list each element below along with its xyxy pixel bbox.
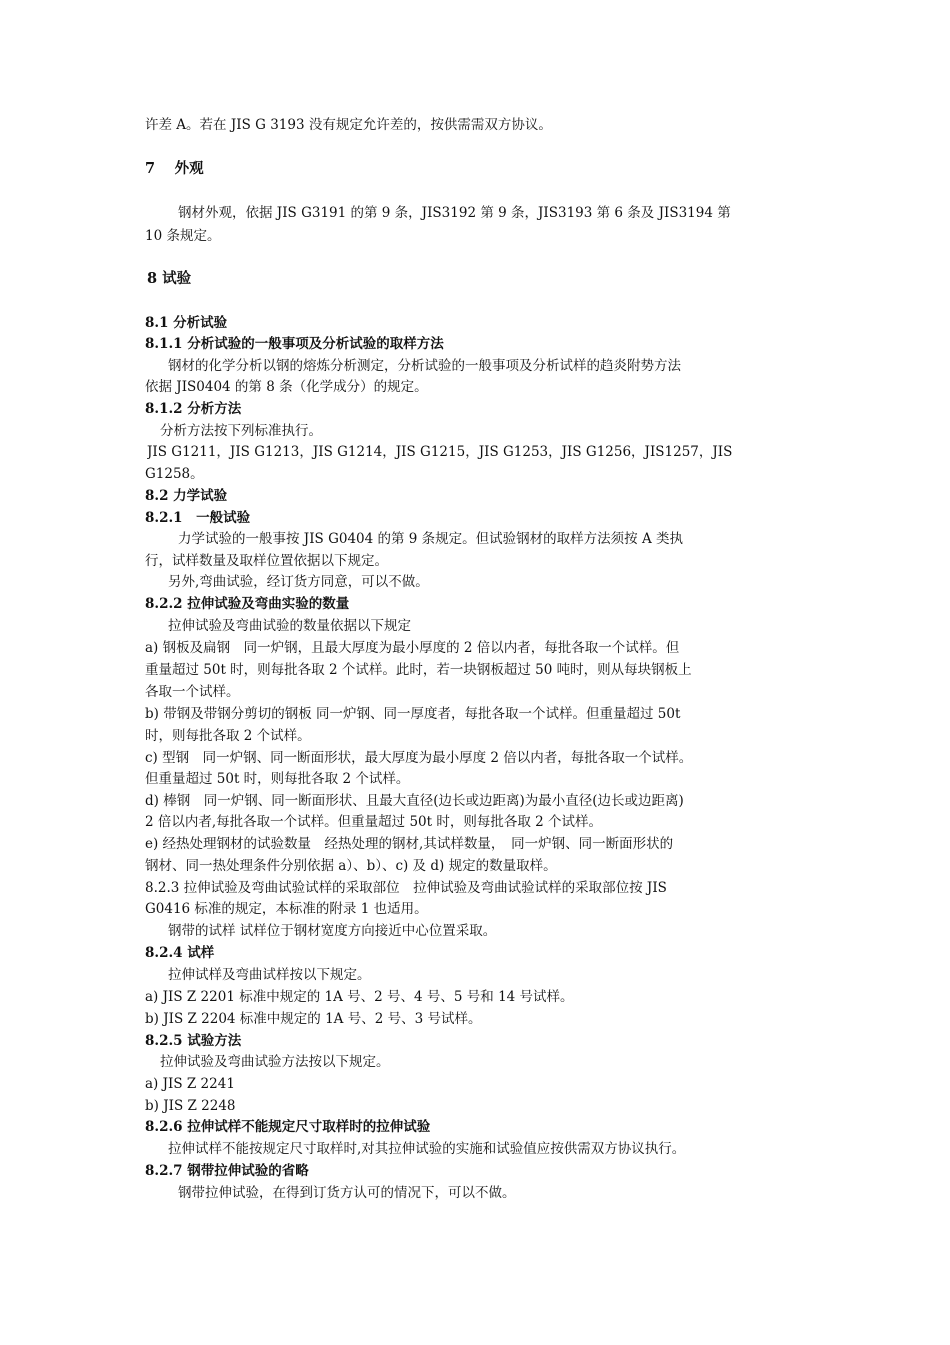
- paragraph-line: 拉伸试验及弯曲试验方法按以下规定。: [160, 1054, 390, 1070]
- list-item-line: a) JIS Z 2201 标准中规定的 1A 号、2 号、4 号、5 号和 14 号试样。: [145, 989, 574, 1005]
- subsection-heading: 8.2 力学试验: [145, 488, 228, 504]
- list-item-line: b) JIS Z 2204 标准中规定的 1A 号、2 号、3 号试样。: [145, 1011, 482, 1027]
- paragraph-line: 钢带的试样 试样位于钢材宽度方向接近中心位置采取。: [168, 923, 497, 939]
- list-item-line: 2 倍以内者,每批各取一个试样。但重量超过 50t 时，则每批各取 2 个试样。: [145, 814, 603, 830]
- paragraph-line: 行，试样数量及取样位置依据以下规定。: [145, 553, 388, 569]
- paragraph-line: 许差 A。若在 JIS G 3193 没有规定允许差的，按供需需双方协议。: [145, 117, 552, 133]
- paragraph-line: 8.2.3 拉伸试验及弯曲试验试样的采取部位 拉伸试验及弯曲试验试样的采取部位按 JIS: [145, 880, 667, 896]
- subsection-heading: 8.1 分析试验: [145, 315, 228, 331]
- subsection-heading: 8.2.5 试验方法: [145, 1033, 242, 1049]
- paragraph-line: 依据 JIS0404 的第 8 条（化学成分）的规定。: [145, 379, 428, 395]
- list-item-line: 重量超过 50t 时，则每批各取 2 个试样。此时，若一块钢板超过 50 吨时，则从每块钢板上: [145, 662, 692, 678]
- paragraph-line: JIS G1211，JIS G1213，JIS G1214，JIS G1215，JIS G1253，JIS G1256，JIS1257，JIS: [147, 444, 733, 460]
- subsection-heading: 8.2.4 试样: [145, 945, 215, 961]
- subsection-heading: 8.1.1 分析试验的一般事项及分析试验的取样方法: [145, 336, 444, 352]
- subsection-heading: 8.2.2 拉伸试验及弯曲实验的数量: [145, 596, 350, 612]
- paragraph-line: 分析方法按下列标准执行。: [160, 423, 322, 439]
- list-item-line: d) 棒钢 同一炉钢、同一断面形状、且最大直径(边长或边距离)为最小直径(边长或边距离): [145, 793, 684, 809]
- paragraph-line: 拉伸试样不能按规定尺寸取样时,对其拉伸试验的实施和试验值应按供需双方协议执行。: [168, 1141, 686, 1157]
- subsection-heading: 8.2.6 拉伸试样不能规定尺寸取样时的拉伸试验: [145, 1119, 431, 1135]
- paragraph-line: 钢材外观，依据 JIS G3191 的第 9 条，JIS3192 第 9 条，JIS3193 第 6 条及 JIS3194 第: [178, 205, 731, 221]
- list-item-line: e) 经热处理钢材的试验数量 经热处理的钢材,其试样数量， 同一炉钢、同一断面形状的: [145, 836, 674, 852]
- paragraph-line: G1258。: [145, 466, 204, 482]
- list-item-line: 钢材、同一热处理条件分别依据 a）、b）、c) 及 d) 规定的数量取样。: [145, 858, 557, 874]
- paragraph-line: G0416 标准的规定，本标准的附录 1 也适用。: [145, 901, 428, 917]
- list-item-line: 各取一个试样。: [145, 684, 240, 700]
- paragraph-line: 拉伸试验及弯曲试验的数量依据以下规定: [168, 618, 411, 634]
- list-item-line: b) JIS Z 2248: [145, 1098, 236, 1114]
- list-item-line: c) 型钢 同一炉钢、同一断面形状，最大厚度为最小厚度 2 倍以内者，每批各取一个试样。: [145, 750, 693, 766]
- section-heading-7: 7 外观: [145, 160, 204, 177]
- subsection-heading: 8.2.7 钢带拉伸试验的省略: [145, 1163, 309, 1179]
- paragraph-line: 钢带拉伸试验，在得到订货方认可的情况下，可以不做。: [178, 1185, 516, 1201]
- paragraph-line: 另外,弯曲试验，经订货方同意，可以不做。: [168, 574, 429, 590]
- paragraph-line: 力学试验的一般事按 JIS G0404 的第 9 条规定。但试验钢材的取样方法须按 A 类执: [178, 531, 684, 547]
- section-heading-8: 8 试验: [147, 270, 192, 287]
- list-item-line: b) 带钢及带钢分剪切的钢板 同一炉钢、同一厚度者，每批各取一个试样。但重量超过 50t: [145, 706, 681, 722]
- paragraph-line: 10 条规定。: [145, 228, 221, 244]
- list-item-line: 时，则每批各取 2 个试样。: [145, 728, 311, 744]
- subsection-heading: 8.1.2 分析方法: [145, 401, 242, 417]
- list-item-line: a) JIS Z 2241: [145, 1076, 235, 1092]
- paragraph-line: 拉伸试样及弯曲试样按以下规定。: [168, 967, 371, 983]
- paragraph-line: 钢材的化学分析以钢的熔炼分析测定，分析试验的一般事项及分析试样的趋炎附势方法: [168, 358, 681, 374]
- list-item-line: a) 钢板及扁钢 同一炉钢，且最大厚度为最小厚度的 2 倍以内者，每批各取一个试样。但: [145, 640, 680, 656]
- list-item-line: 但重量超过 50t 时，则每批各取 2 个试样。: [145, 771, 410, 787]
- subsection-heading: 8.2.1 一般试验: [145, 510, 251, 526]
